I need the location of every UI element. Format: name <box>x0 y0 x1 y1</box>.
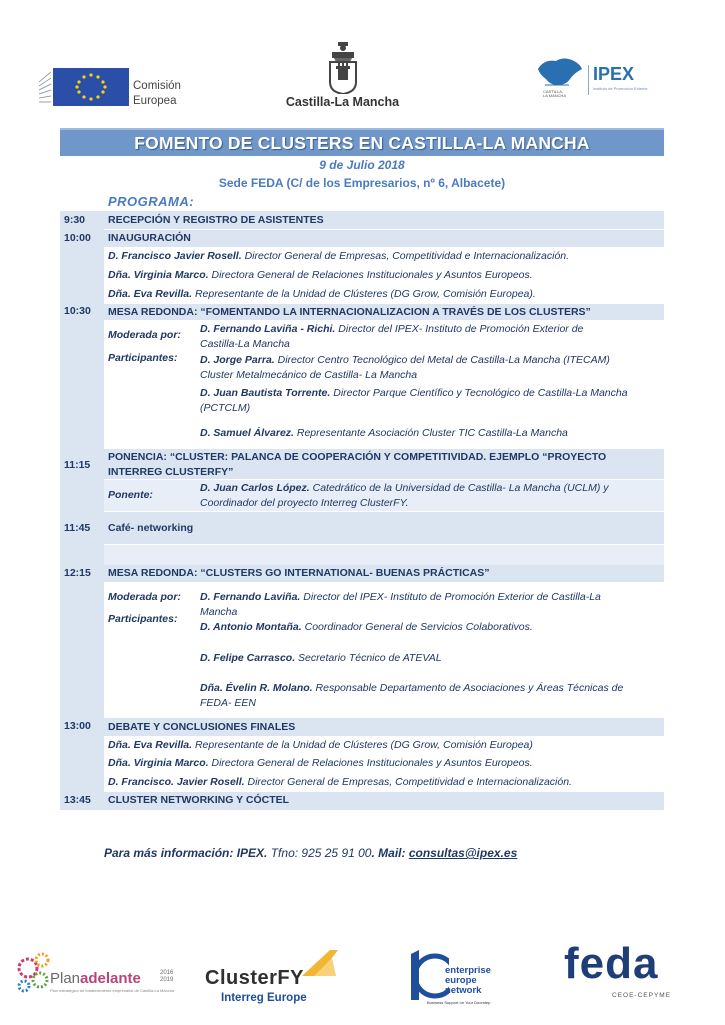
speaker-item: D. Francisco Javier Rosell. Director General de Empresas, Competitividad e Internacionalización. <box>108 250 570 262</box>
ipex-map-icon <box>535 55 585 101</box>
participant-item: Dña. Évelin R. Molano. Responsable Departamento de Asociaciones y Áreas Técnicas de FEDA- EEN <box>200 682 624 709</box>
svg-text:CASTILLA-: CASTILLA- <box>543 89 564 94</box>
plan-years: 2016 2019 <box>160 970 174 983</box>
session-title-inauguracion: INAUGURACIÓN <box>108 232 191 244</box>
session-title-cocktail: CLUSTER NETWORKING Y CÓCTEL <box>108 794 290 806</box>
time-1300: 13:00 <box>64 720 91 732</box>
clusterfy-logo <box>205 940 345 1010</box>
clm-name: Castilla-La Mancha <box>285 95 400 109</box>
speaker-item: D. Francisco. Javier Rosell. Director General de Empresas, Competitividad e Internacionalización. <box>108 776 572 788</box>
time-1145: 11:45 <box>64 522 91 534</box>
eu-flag-icon <box>53 68 129 106</box>
moderator-item: D. Fernando Laviña - Richi. Director del IPEX- Instituto de Promoción Exterior de Castilla-La Mancha <box>200 323 584 350</box>
event-date: 9 de Julio 2018 <box>319 158 405 172</box>
ponente-label: Ponente: <box>108 489 153 501</box>
speaker-item: Dña. Virginia Marco. Directora General de Relaciones Institucionales y Asuntos Europeos. <box>108 269 533 281</box>
plan-wordmark: Planadelante <box>50 970 141 987</box>
participant-item: D. Juan Bautista Torrente. Director Parque Científico y Tecnológico de Castilla-La Mancha (PCTCLM) <box>200 387 628 414</box>
clusterfy-mark-icon <box>300 948 340 978</box>
feda-name: feda <box>564 939 659 988</box>
speaker-item: Dña. Eva Revilla. Representante de la Unidad de Clústeres (DG Grow, Comisión Europea) <box>108 739 533 751</box>
ipex-subtitle: Instituto de Promoción Exterior <box>593 86 648 91</box>
een-line3: network <box>445 985 482 996</box>
een-logo <box>405 940 525 1010</box>
een-line2: europe <box>445 975 477 986</box>
moderator-item: D. Fernando Laviña. Director del IPEX- Instituto de Promoción Exterior de Castilla-La Mancha <box>200 591 601 618</box>
page-title: FOMENTO DE CLUSTERS EN CASTILLA-LA MANCHA <box>60 128 664 156</box>
time-0930: 9:30 <box>64 214 86 226</box>
session-title-reception: RECEPCIÓN Y REGISTRO DE ASISTENTES <box>108 214 324 226</box>
plan-adelante-logo <box>14 940 184 1010</box>
svg-text:LA MANCHA: LA MANCHA <box>543 93 567 98</box>
participant-item: D. Samuel Álvarez. Representante Asociación Cluster TIC Castilla-La Mancha <box>200 427 568 439</box>
session-title-mesa-redonda-2: MESA REDONDA: “CLUSTERS GO INTERNATIONAL- BUENAS PRÁCTICAS” <box>108 567 490 579</box>
ec-name-line2: Europea <box>133 95 177 107</box>
ipex-name: IPEX <box>593 64 635 84</box>
programa-label: PROGRAMA: <box>108 194 195 209</box>
ipex-divider <box>588 65 589 95</box>
een-line1: enterprise <box>445 965 491 976</box>
time-1115: 11:15 <box>64 459 91 471</box>
european-commission-logo <box>35 60 195 110</box>
clusterfy-sub: Interreg Europe <box>221 992 307 1004</box>
session-title-debate: DEBATE Y CONCLUSIONES FINALES <box>108 721 296 733</box>
castilla-la-mancha-logo <box>280 40 405 112</box>
contact-info <box>104 846 517 860</box>
contact-mail-label: . Mail: <box>371 846 409 860</box>
time-1215: 12:15 <box>64 567 91 579</box>
session-title-mesa-redonda-1: MESA REDONDA: “FOMENTANDO LA INTERNACIONALIZACION A TRAVÉS DE LOS CLUSTERS” <box>108 306 591 318</box>
time-1000: 10:00 <box>64 232 91 244</box>
ipex-logo <box>535 55 655 105</box>
event-venue: Sede FEDA (C/ de los Empresarios, nº 6, Albacete) <box>218 176 506 190</box>
speaker-item: Dña. Virginia Marco. Directora General de Relaciones Institucionales y Asuntos Europeos. <box>108 757 533 769</box>
participant-item: D. Felipe Carrasco. Secretario Técnico de ATEVAL <box>200 652 442 664</box>
een-10-years-icon <box>405 944 449 1004</box>
moderada-label: Moderada por: <box>108 329 181 341</box>
contact-lead: Para más información: IPEX. <box>104 846 268 860</box>
speaker-item: Dña. Eva Revilla. Representante de la Unidad de Clústeres (DG Grow, Comisión Europea). <box>108 288 536 300</box>
schedule-row-spacer <box>104 545 664 565</box>
schedule-table <box>60 211 664 810</box>
feda-logo <box>560 940 670 1010</box>
contact-email-link[interactable]: consultas@ipex.es <box>408 846 518 860</box>
time-1345: 13:45 <box>64 794 91 806</box>
feda-sub: CEOE-CEPYME <box>612 992 672 999</box>
speaker-item: D. Juan Carlos López. Catedrático de la Universidad de Castilla- La Mancha (UCLM) y Coordinador del proyecto Interreg ClusterFY. <box>200 482 609 509</box>
moderada-label: Moderada por: <box>108 591 181 603</box>
plan-subtitle: Plan estratégico de fortalecimiento empresarial de Castilla-La Mancha <box>50 988 175 993</box>
clusterfy-name: ClusterFY <box>205 967 304 989</box>
contact-phone: Tfno: 925 25 91 00 <box>267 846 372 860</box>
session-title-ponencia: PONENCIA: “CLUSTER: PALANCA DE COOPERACIÓN Y COMPETITIVIDAD. EJEMPLO “PROYECTO INTERREG CLUSTERFY” <box>108 451 607 478</box>
participant-item: D. Jorge Parra. Director Centro Tecnológico del Metal de Castilla-La Mancha (ITECAM) Cluster Metalmecánico de Castilla- La Mancha <box>200 354 610 381</box>
time-1030: 10:30 <box>64 305 91 317</box>
participantes-label: Participantes: <box>108 613 178 625</box>
castle-crest-icon <box>326 40 360 94</box>
gears-icon <box>14 948 54 998</box>
een-tagline: Business Support on Your Doorstep <box>427 1000 491 1005</box>
participantes-label: Participantes: <box>108 352 178 364</box>
participant-item: D. Antonio Montaña. Coordinador General de Servicios Colaborativos. <box>200 621 533 633</box>
session-title-cafe: Café- networking <box>108 522 194 534</box>
ec-name-line1: Comisión <box>133 80 181 92</box>
